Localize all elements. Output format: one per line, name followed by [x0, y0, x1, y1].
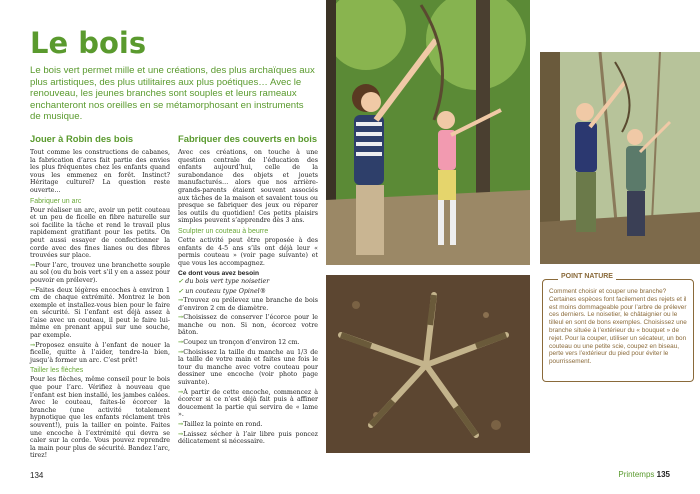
column-robin-des-bois — [30, 133, 170, 462]
subheading-couteau: Sculpter un couteau à beurre — [178, 227, 269, 235]
heading-robin-des-bois: Jouer à Robin des bois — [30, 133, 134, 144]
subheading-fleches: Tailler les flèches — [30, 367, 84, 375]
step: →Pour l’arc, trouvez une branchette souple au sol (ou du bois vert s’il y en a assez pour pouvoir en prélever). — [30, 261, 170, 284]
arrow-icon: → — [30, 341, 36, 349]
step: →Faites deux légères encoches à environ 1 cm de chaque extrémité. Montrez le bon exemple et installez-vous bien pour le faire en sécurité. Si l’enfant est déjà assez à l’aise avec un couteau, il peut le faire lui-même en prenant appui sur une souche, par exemple. — [30, 286, 170, 340]
page-number-right: 135 — [656, 470, 670, 479]
column-couverts — [178, 133, 318, 448]
arrow-icon: → — [178, 297, 184, 305]
photo-boys-archery — [540, 52, 700, 264]
arrow-icon: → — [30, 261, 36, 269]
point-nature-text: Comment choisir et couper une branche? Certaines espèces font facilement des rejets et il est moins dommageable pour l’arbre de prélever ces derniers. Le noisetier, le châtaignier ou le tilleul en sont de bons exemples. Choisissez une branche située à l’extérieur du « bouquet » de rejet. Pour la couper, utiliser un sécateur, un bon couteau ou une petite scie, coupez en biseau, perte vers l’extérieur du pied pour éviter le pourrissement. — [549, 288, 687, 366]
paragraph: Tout comme les constructions de cabanes, la fabrication d’arcs fait partie des envies les plus fréquentes chez les enfants quand vous les emmenez en forêt. Instinct? Héritage culturel? La question reste ouverte… — [30, 149, 170, 194]
subheading-arc: Fabriquer un arc — [30, 197, 82, 205]
arrow-icon: → — [178, 430, 184, 438]
page-number-left: 134 — [30, 471, 44, 480]
arrow-icon: → — [178, 314, 184, 322]
step: →Choisissez la taille du manche au 1/3 de la taille de votre main et faites une fois le tour du manche avec votre couteau pour dessiner une encoche (voir photo page suivante). — [178, 348, 318, 387]
intro-text: Le bois vert permet mille et une créations, des plus archaïques aux plus artistiques, des plus utilitaires aux plus poétiques… Avec le renouveau, les jeunes branches sont souples et leurs rameaux enchanteront nos oreilles en se métamorphosant en instruments de musique. — [30, 65, 315, 123]
arrow-icon: → — [30, 286, 36, 294]
need-item: ✓ un couteau type Opinel® — [178, 287, 266, 295]
point-nature-box — [542, 279, 694, 382]
point-nature-title: POINT NATURE — [558, 273, 616, 280]
step: →Trouvez ou prélevez une branche de bois d’environ 2 cm de diamètre. — [178, 297, 318, 312]
step: →Choisissez de conserver l’écorce pour le manche ou non. Si non, écorcez votre bâton. — [178, 314, 318, 337]
paragraph: Cette activité peut être proposée à des enfants de 4-5 ans s’ils ont déjà leur « permis couteau » (voir page suivante) et que vous les accompagnez. — [178, 236, 318, 267]
arrow-icon: → — [178, 339, 184, 347]
arrow-icon: → — [178, 421, 184, 428]
section-name: Printemps — [618, 470, 655, 479]
step: →Proposez ensuite à l’enfant de nouer la ficelle, quitte à l’aider, tendre-la bien, jusqu’à former un arc. C’est prêt! — [30, 341, 170, 364]
needs-title: Ce dont vous avez besoin — [178, 270, 259, 278]
heading-couverts: Fabriquer des couverts en bois — [178, 133, 318, 144]
arrow-icon: → — [178, 348, 184, 356]
step: →Coupez un tronçon d’environ 12 cm. — [178, 339, 300, 347]
need-item: ✓ du bois vert type noisetier — [178, 277, 270, 285]
step: →Laissez sécher à l’air libre puis poncez délicatement si nécessaire. — [178, 430, 318, 446]
page-title: Le bois — [30, 26, 147, 60]
paragraph: Pour réaliser un arc, avoir un petit couteau et un peu de ficelle en fibre naturelle sur soi facilite la tâche et rend le travail plus rapidement gratifiant pour les petits. On peut aussi essayer de confectionner la corde avec des fines lianes ou des fibres trouvées sur place. — [30, 206, 170, 260]
step: →Taillez la pointe en rond. — [178, 421, 263, 428]
photo-wooden-knives — [326, 275, 530, 453]
step: →À partir de cette encoche, commencez à écorcer si ce n’est déjà fait puis à affiner doucement la partie qui servira de « lame ». — [178, 388, 318, 419]
paragraph: Avec ces créations, on touche à une question centrale de l’éducation des enfants aujourd’hui, celle de la surabondance des objets et jouets manufacturés… alors que nos arrière-grands-parents étaient souvent associés aux tâches de la maison et savaient tous ou presque se fabriquer des jeux ou réparer les outils du quotidien! Ces petits plaisirs simples peuvent s’apprendre dès 3 ans. — [178, 149, 318, 225]
arrow-icon: → — [178, 388, 184, 396]
photo-children-archery — [326, 0, 530, 265]
page-footer-right — [618, 470, 670, 479]
paragraph: Pour les flèches, même conseil pour le bois que pour l’arc. Vérifiez à nouveau que l’enfant est bien installé, les jambes calées. Avec le couteau, faites-le écorcer la branche (une activité totalement hypnotique que les enfants réclament très souvent!), puis la tailler en pointe. Faites une encoche à l’extrémité qui devra se caler sur la corde. Vous pouvez reprendre la main pour plus de sécurité. Bandez l’arc, tirez! — [30, 376, 170, 460]
